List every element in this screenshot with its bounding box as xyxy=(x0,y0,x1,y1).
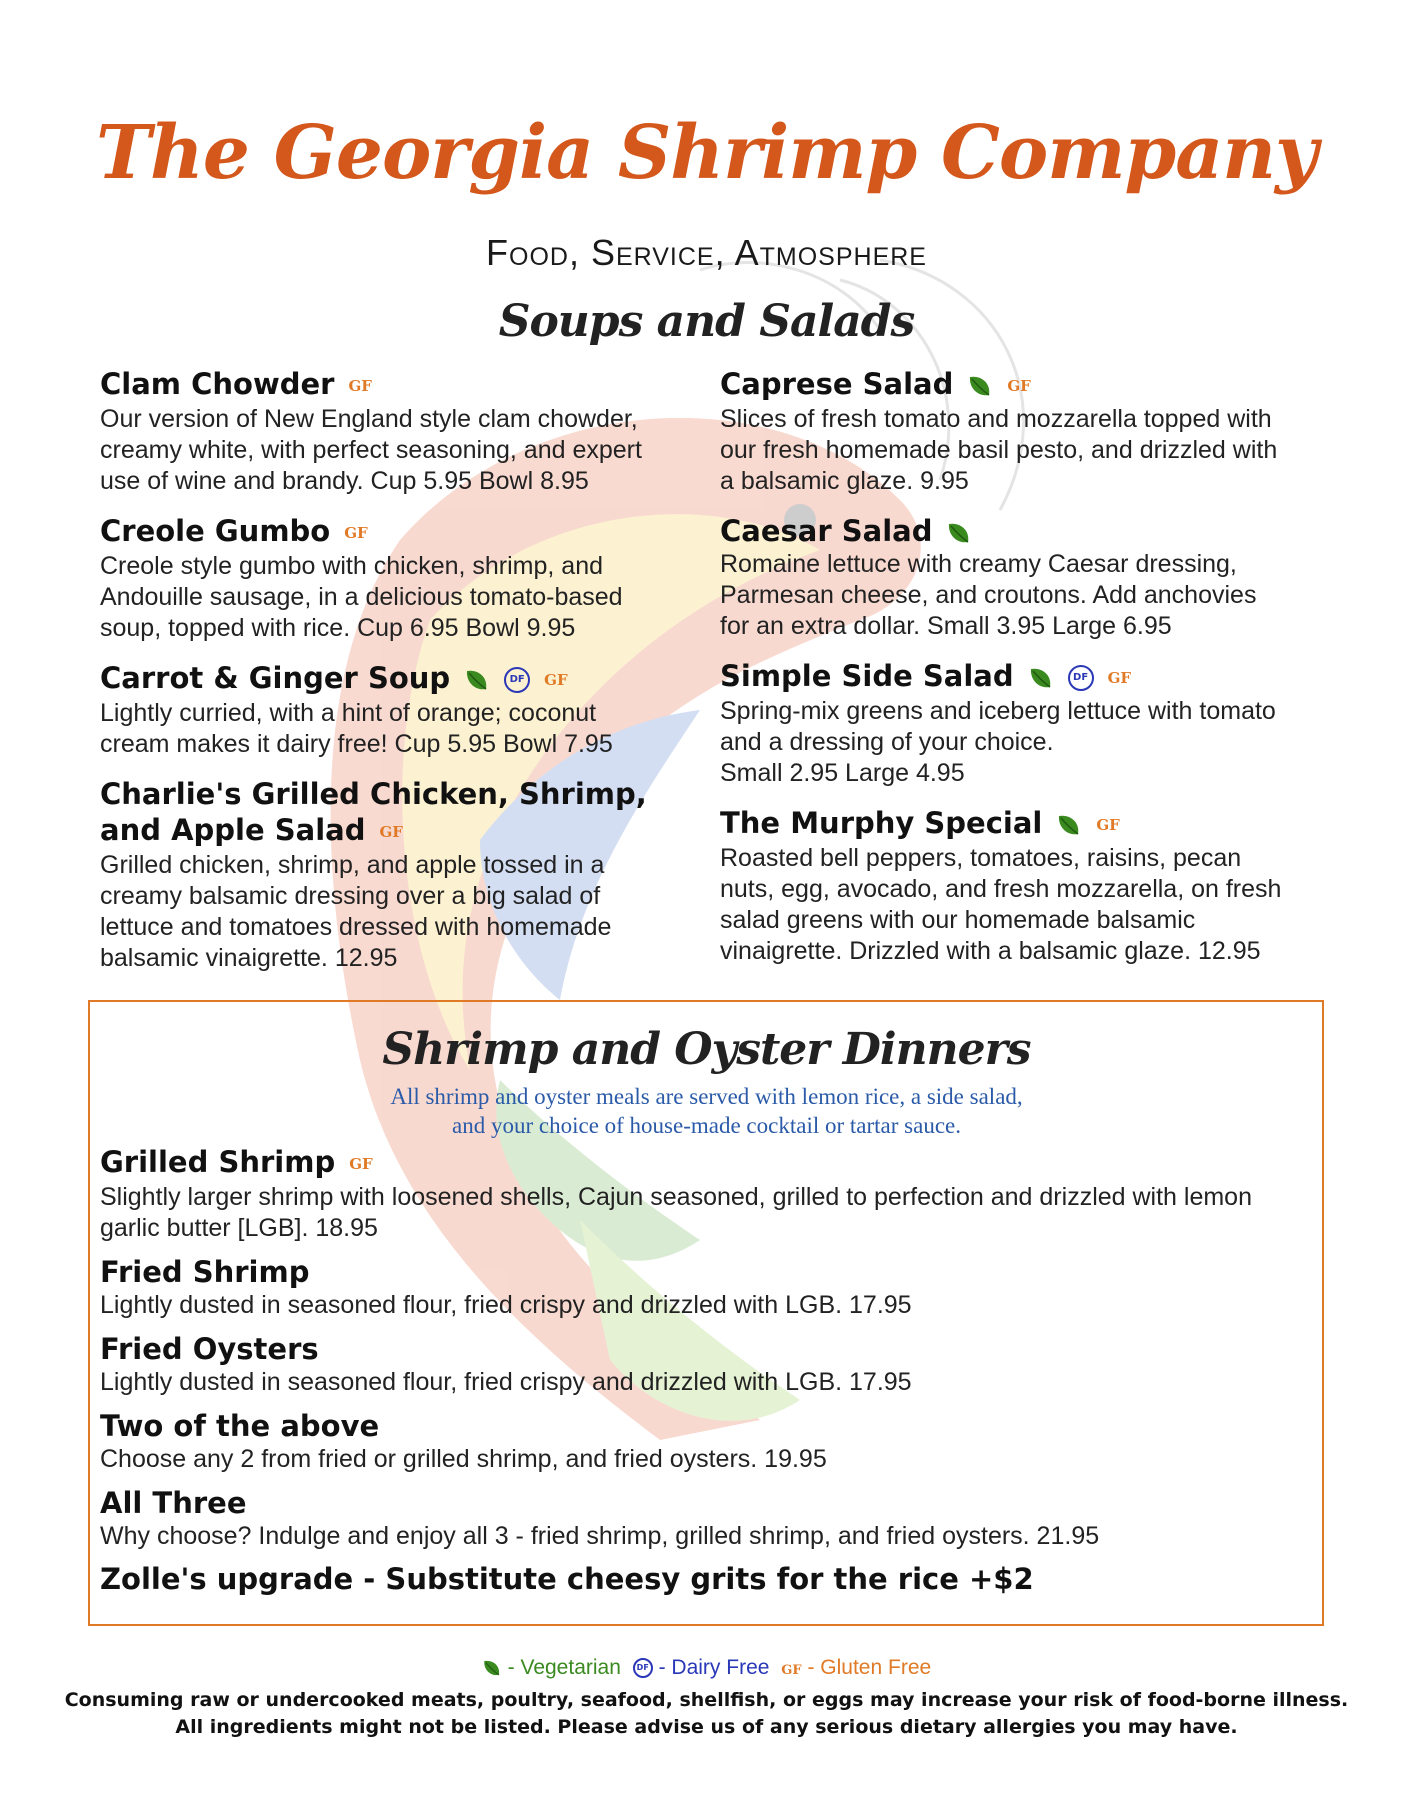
legend-gluten-free: - Gluten Free xyxy=(807,1656,932,1679)
menu-item-name-text: Simple Side Salad xyxy=(720,659,1014,693)
menu-item-name-text: Charlie's Grilled Chicken, Shrimp, xyxy=(100,777,647,811)
menu-item-name xyxy=(100,366,700,404)
menu-item-description: Small 2.95 Large 4.95 xyxy=(720,759,965,787)
menu-item-name xyxy=(720,513,1320,549)
menu-item-name-text: Clam Chowder xyxy=(100,367,335,401)
menu-item-name-text: The Murphy Special xyxy=(720,806,1043,840)
menu-item-name xyxy=(100,660,700,698)
menu-item-name xyxy=(100,513,700,551)
menu-item-description: Why choose? Indulge and enjoy all 3 - fried shrimp, grilled shrimp, and fried oysters. 21.95 xyxy=(100,1522,1100,1550)
menu-item-name xyxy=(100,812,700,850)
menu-item-description: salad greens with our homemade balsamic xyxy=(720,906,1196,934)
dietary-legend xyxy=(0,1656,1413,1680)
vegetarian-leaf-icon xyxy=(946,520,972,546)
menu-item-name xyxy=(100,1254,1310,1290)
gluten-free-icon: GF xyxy=(349,1155,373,1173)
menu-item-description: Our version of New England style clam chowder, xyxy=(100,405,638,433)
menu-item-name-text: All Three xyxy=(100,1486,247,1520)
menu-item-description: Parmesan cheese, and croutons. Add anchovies xyxy=(720,581,1257,609)
menu-item xyxy=(720,805,1320,967)
dinners-notice xyxy=(0,1082,1413,1140)
dinners-list xyxy=(100,1144,1310,1596)
menu-item-description: soup, topped with rice. Cup 6.95 Bowl 9.95 xyxy=(100,614,576,642)
dairy-free-icon: DF xyxy=(504,667,530,693)
disclaimer-line: Consuming raw or undercooked meats, poultry, seafood, shellfish, or eggs may increase your risk of food-borne illness. xyxy=(64,1689,1349,1711)
menu-item xyxy=(100,1485,1310,1552)
menu-item xyxy=(100,1144,1310,1244)
menu-item-name xyxy=(100,1331,1310,1367)
menu-item-name-text: Two of the above xyxy=(100,1409,380,1443)
menu-item-description: use of wine and brandy. Cup 5.95 Bowl 8.95 xyxy=(100,467,589,495)
menu-item-description: a balsamic glaze. 9.95 xyxy=(720,467,969,495)
menu-item-description: Lightly curried, with a hint of orange; coconut xyxy=(100,699,597,727)
gluten-free-icon: GF xyxy=(1007,377,1031,395)
dinners-title: Shrimp and Oyster Dinners xyxy=(382,1024,1031,1075)
legend-dairy-free: - Dairy Free xyxy=(658,1656,770,1679)
menu-item-description: Slices of fresh tomato and mozzarella topped with xyxy=(720,405,1272,433)
menu-item-description: Lightly dusted in seasoned flour, fried crispy and drizzled with LGB. 17.95 xyxy=(100,1368,912,1396)
soups-salads-right-column xyxy=(720,366,1320,983)
menu-item xyxy=(100,660,700,760)
dinners-notice-line: and your choice of house-made cocktail or tartar sauce. xyxy=(452,1113,961,1138)
menu-item xyxy=(100,366,700,497)
menu-item-description: our fresh homemade basil pesto, and drizzled with xyxy=(720,436,1278,464)
grits-upgrade-note: Zolle's upgrade - Substitute cheesy grits for the rice +$2 xyxy=(100,1562,1034,1596)
menu-item-description: for an extra dollar. Small 3.95 Large 6.95 xyxy=(720,612,1172,640)
menu-item-description: cream makes it dairy free! Cup 5.95 Bowl 7.95 xyxy=(100,730,613,758)
disclaimer-line: All ingredients might not be listed. Please advise us of any serious dietary allergies you may have. xyxy=(175,1716,1238,1738)
menu-item-description: and a dressing of your choice. xyxy=(720,728,1054,756)
restaurant-title: The Georgia Shrimp Company xyxy=(95,110,1318,196)
menu-item-name-text: Fried Oysters xyxy=(100,1332,319,1366)
dairy-free-icon: DF xyxy=(1068,665,1094,691)
menu-item xyxy=(720,658,1320,789)
menu-item-description: Spring-mix greens and iceberg lettuce with tomato xyxy=(720,697,1276,725)
menu-item-description: vinaigrette. Drizzled with a balsamic glaze. 12.95 xyxy=(720,937,1261,965)
vegetarian-leaf-icon xyxy=(482,1658,502,1678)
menu-item-description: nuts, egg, avocado, and fresh mozzarella, on fresh xyxy=(720,875,1282,903)
menu-item-description: lettuce and tomatoes dressed with homemade xyxy=(100,913,612,941)
gluten-free-icon: GF xyxy=(379,823,403,841)
menu-item-description: Slightly larger shrimp with loosened shells, Cajun seasoned, grilled to perfection and drizzled with lemon xyxy=(100,1183,1252,1211)
menu-item xyxy=(720,366,1320,497)
menu-item-name xyxy=(720,805,1320,843)
menu-item xyxy=(100,1254,1310,1321)
restaurant-tagline: Food, Service, Atmosphere xyxy=(486,232,927,273)
menu-item-name xyxy=(100,1144,1310,1182)
gluten-free-icon: GF xyxy=(1096,816,1120,834)
menu-item xyxy=(100,513,700,644)
menu-item-description: Andouille sausage, in a delicious tomato-based xyxy=(100,583,623,611)
menu-item-name-text: and Apple Salad xyxy=(100,813,366,847)
gluten-free-icon: GF xyxy=(1107,669,1132,687)
soups-salads-left-column xyxy=(100,366,700,990)
soups-salads-title: Soups and Salads xyxy=(498,296,915,347)
menu-item-name-text: Caesar Salad xyxy=(720,514,933,548)
vegetarian-leaf-icon xyxy=(1028,665,1054,691)
vegetarian-leaf-icon xyxy=(1056,812,1082,838)
vegetarian-leaf-icon xyxy=(967,373,993,399)
menu-item-name xyxy=(100,1408,1310,1444)
gluten-free-icon: GF xyxy=(544,671,568,689)
menu-item-name-text: Fried Shrimp xyxy=(100,1255,310,1289)
menu-item-description: balsamic vinaigrette. 12.95 xyxy=(100,944,398,972)
menu-item-description: Choose any 2 from fried or grilled shrimp, and fried oysters. 19.95 xyxy=(100,1445,827,1473)
menu-item-name-text: Carrot & Ginger Soup xyxy=(100,661,451,695)
menu-item-description: Lightly dusted in seasoned flour, fried crispy and drizzled with LGB. 17.95 xyxy=(100,1291,912,1319)
gluten-free-icon: GF xyxy=(344,524,368,542)
dinners-notice-line: All shrimp and oyster meals are served with lemon rice, a side salad, xyxy=(390,1084,1023,1109)
menu-item-description: creamy balsamic dressing over a big salad of xyxy=(100,882,601,910)
menu-item-name-text: Creole Gumbo xyxy=(100,514,331,548)
menu-item-name xyxy=(100,1485,1310,1521)
gluten-free-icon: GF xyxy=(781,1663,802,1678)
menu-item xyxy=(100,776,700,974)
menu-item-name xyxy=(100,776,700,812)
menu-item-description: creamy white, with perfect seasoning, and expert xyxy=(100,436,642,464)
menu-item-description: Creole style gumbo with chicken, shrimp, and xyxy=(100,552,604,580)
menu-item xyxy=(100,1408,1310,1475)
menu-item-description: Romaine lettuce with creamy Caesar dressing, xyxy=(720,550,1237,578)
menu-item-description: Grilled chicken, shrimp, and apple tossed in a xyxy=(100,851,605,879)
legend-vegetarian: - Vegetarian xyxy=(507,1656,621,1679)
vegetarian-leaf-icon xyxy=(464,667,490,693)
menu-item xyxy=(100,1331,1310,1398)
menu-item-name xyxy=(720,658,1320,696)
gluten-free-icon: GF xyxy=(348,377,372,395)
menu-item-name xyxy=(720,366,1320,404)
dairy-free-icon: DF xyxy=(633,1658,653,1678)
menu-item xyxy=(720,513,1320,642)
menu-item-name-text: Grilled Shrimp xyxy=(100,1145,336,1179)
menu-item-description: garlic butter [LGB]. 18.95 xyxy=(100,1214,378,1242)
menu-item-description: Roasted bell peppers, tomatoes, raisins, pecan xyxy=(720,844,1242,872)
menu-item-name-text: Caprese Salad xyxy=(720,367,954,401)
